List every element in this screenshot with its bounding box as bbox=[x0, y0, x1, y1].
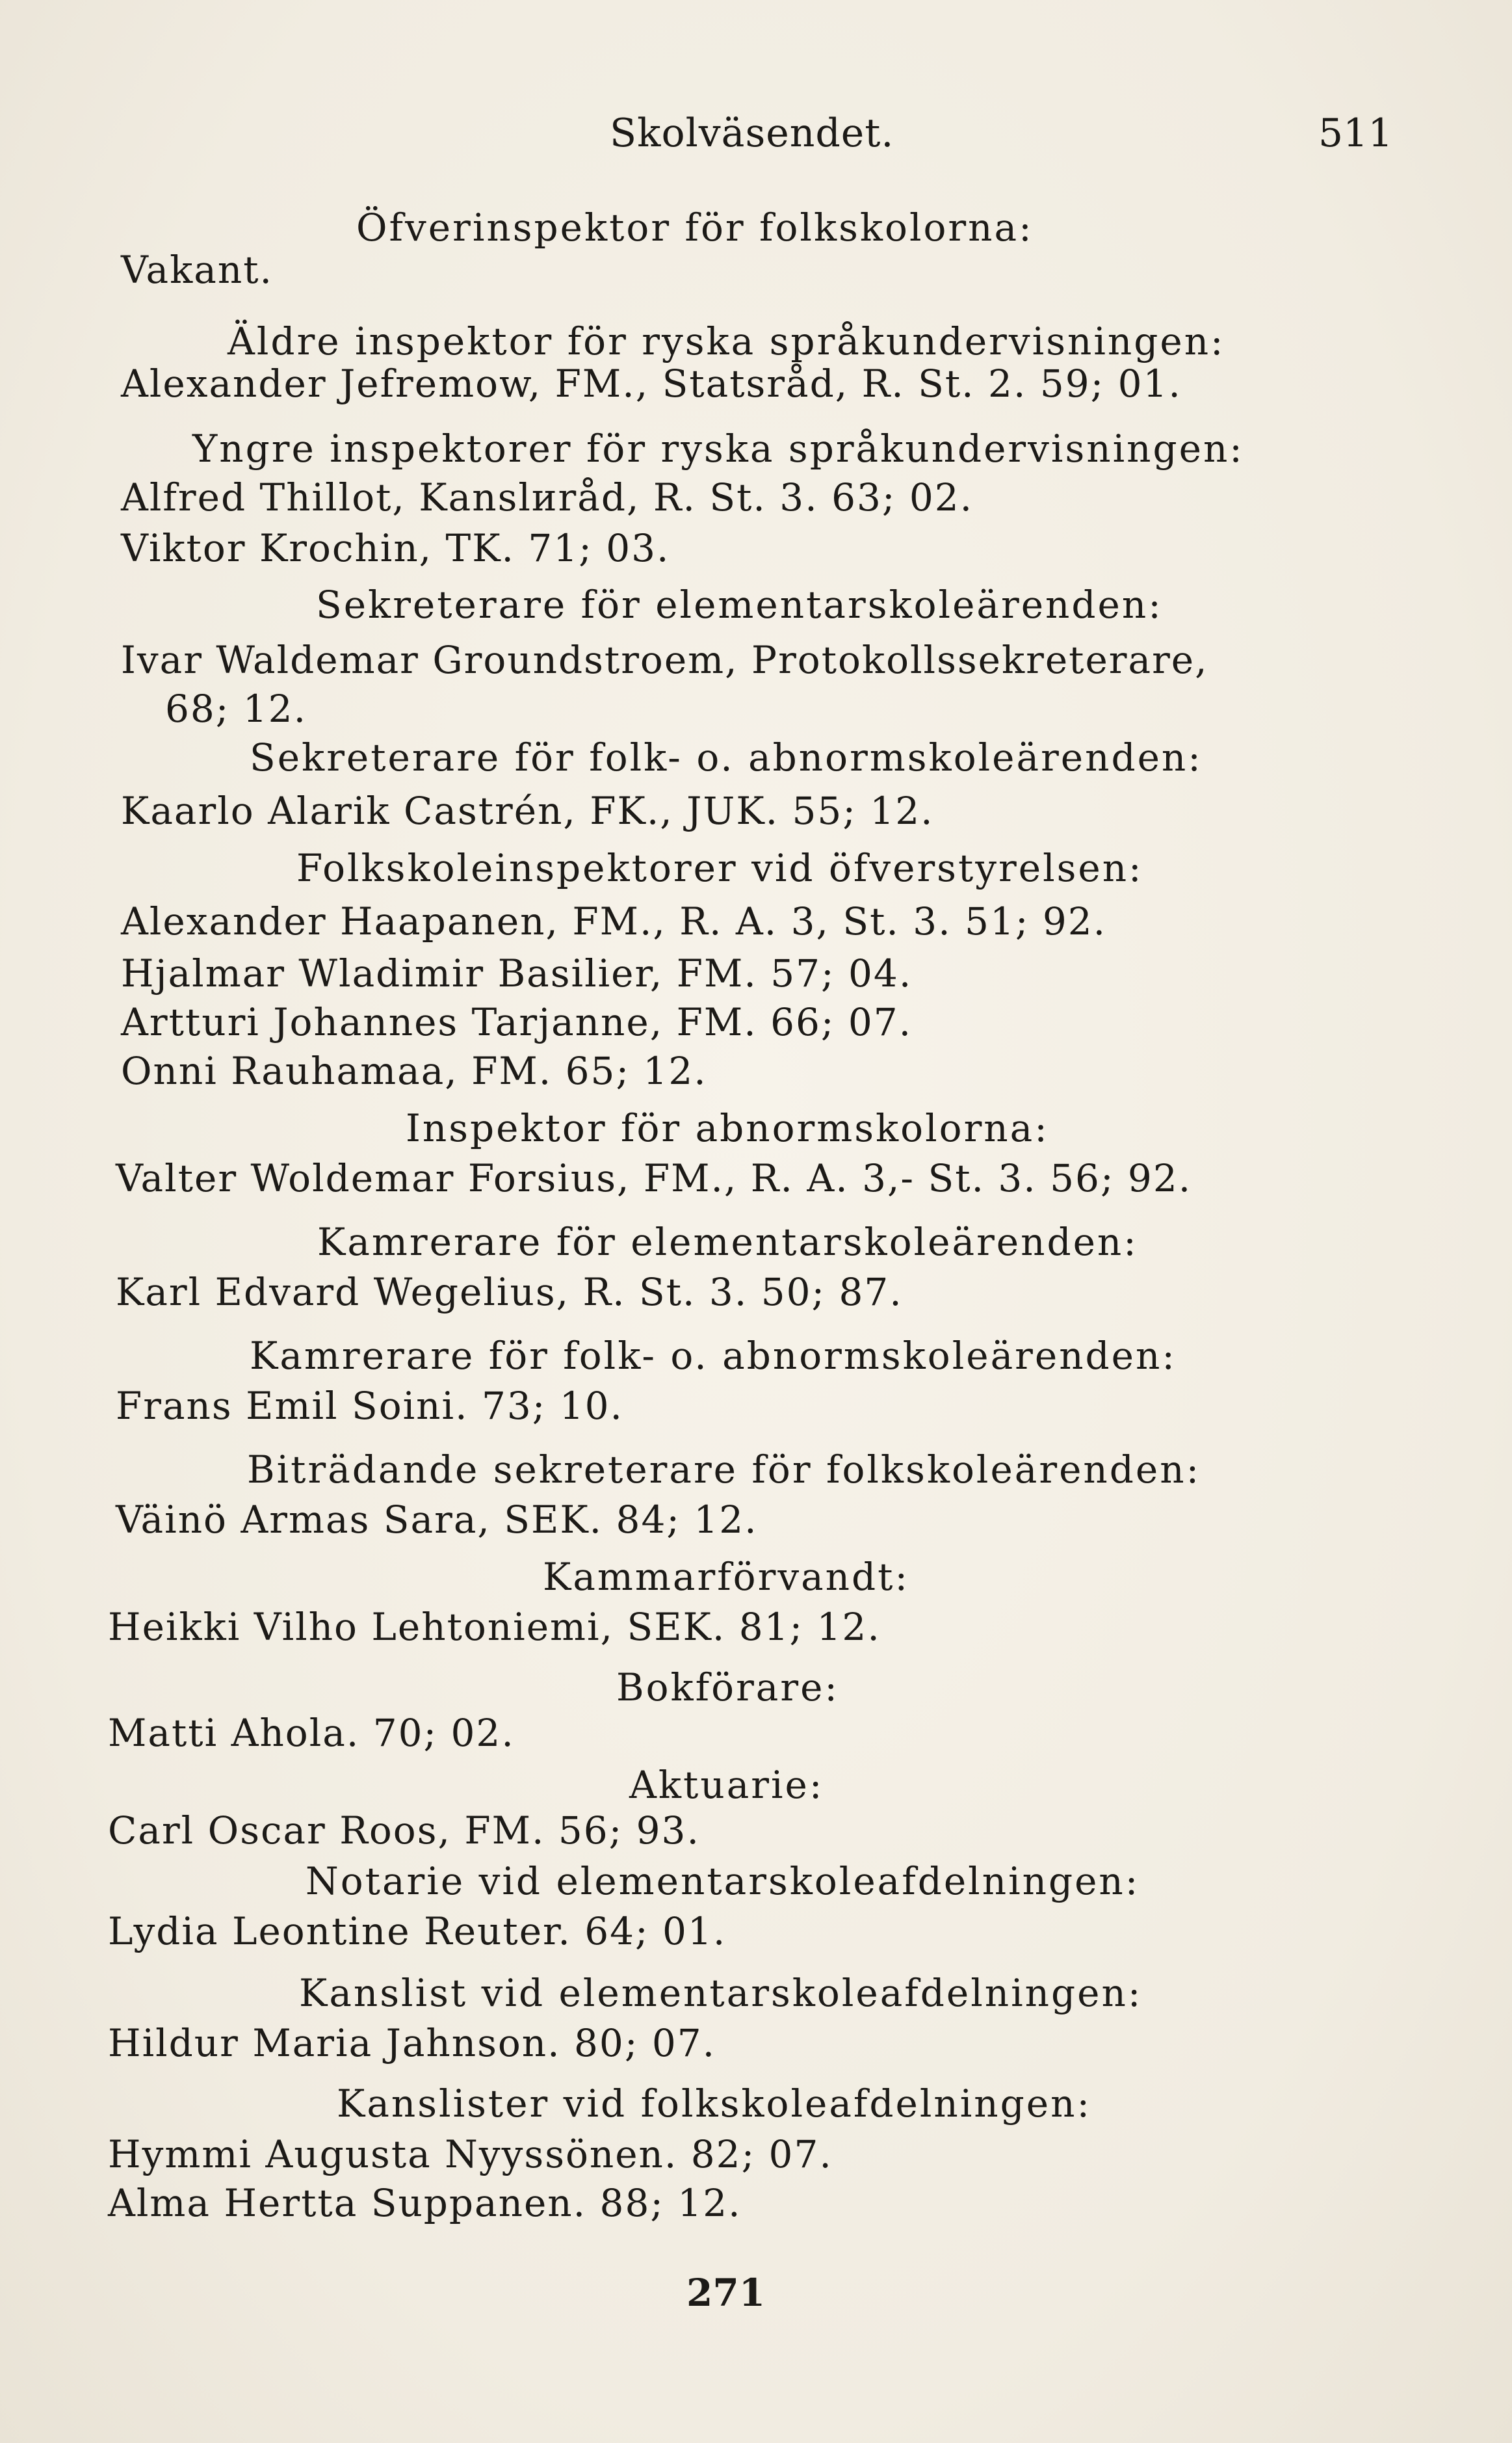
entry-line: Väinö Armas Sara, SEK. 84; 12. bbox=[116, 1498, 758, 1542]
section-heading: Kanslist vid elementarskoleafdelningen: bbox=[299, 1971, 1143, 2015]
section-heading: Yngre inspektorer för ryska språkundervisningen: bbox=[192, 427, 1244, 471]
section-heading: Kamrerare för folk- o. abnormskoleärenden: bbox=[250, 1334, 1177, 1378]
entry-line: Karl Edvard Wegelius, R. St. 3. 50; 87. bbox=[116, 1270, 903, 1314]
entry-line: Artturi Johannes Tarjanne, FM. 66; 07. bbox=[121, 1000, 913, 1044]
entry-line: Kaarlo Alarik Castrén, FK., JUK. 55; 12. bbox=[121, 789, 934, 833]
entry-line: Valter Woldemar Forsius, FM., R. A. 3,- St. 3. 56; 92. bbox=[116, 1156, 1192, 1200]
entry-line: Onni Rauhamaa, FM. 65; 12. bbox=[121, 1049, 707, 1093]
section-heading: Sekreterare för folk- o. abnormskoleärenden: bbox=[250, 735, 1203, 780]
section-heading: Folkskoleinspektorer vid öfverstyrelsen: bbox=[296, 846, 1143, 890]
entry-line: Hjalmar Wladimir Basilier, FM. 57; 04. bbox=[121, 951, 913, 996]
entry-line: Vakant. bbox=[121, 248, 273, 292]
section-heading: Kammarförvandt: bbox=[543, 1555, 909, 1599]
section-heading: Sekreterare för elementarskoleärenden: bbox=[316, 583, 1163, 627]
section-heading: Biträdande sekreterare för folkskoleärenden: bbox=[247, 1447, 1201, 1492]
entry-line: Alma Hertta Suppanen. 88; 12. bbox=[108, 2181, 742, 2225]
page-number: 511 bbox=[1318, 111, 1393, 156]
entry-line: Hymmi Augusta Nyyssönen. 82; 07. bbox=[108, 2132, 833, 2176]
section-heading: Bokförare: bbox=[616, 1665, 839, 1710]
section-heading: Notarie vid elementarskoleafdelningen: bbox=[306, 1859, 1140, 1903]
running-head bbox=[0, 104, 1512, 163]
running-title: Skolväsendet. bbox=[610, 111, 894, 156]
entry-line: Alfred Thillot, Kanslиråd, R. St. 3. 63; 02. bbox=[121, 475, 974, 520]
entry-line: 68; 12. bbox=[165, 687, 307, 731]
section-heading: Aktuarie: bbox=[629, 1763, 824, 1807]
entry-line: Matti Ahola. 70; 02. bbox=[108, 1711, 515, 1755]
entry-line: Alexander Jefremow, FM., Statsråd, R. St. 2. 59; 01. bbox=[121, 362, 1182, 406]
entry-line: Heikki Vilho Lehtoniemi, SEK. 81; 12. bbox=[108, 1605, 881, 1649]
section-heading: Kamrerare för elementarskoleärenden: bbox=[317, 1220, 1138, 1264]
entry-line: Viktor Krochin, TK. 71; 03. bbox=[121, 526, 670, 570]
entry-line: Hildur Maria Jahnson. 80; 07. bbox=[108, 2021, 716, 2065]
section-heading: Öfverinspektor för folkskolorna: bbox=[356, 205, 1034, 250]
entry-line: Ivar Waldemar Groundstroem, Protokollssekreterare, bbox=[121, 638, 1208, 682]
entry-line: Carl Oscar Roos, FM. 56; 93. bbox=[108, 1808, 700, 1853]
section-heading: Kanslister vid folkskoleafdelningen: bbox=[337, 2081, 1092, 2126]
entry-line: Lydia Leontine Reuter. 64; 01. bbox=[108, 1909, 727, 1953]
folio-number: 271 bbox=[686, 2271, 766, 2315]
section-heading: Äldre inspektor för ryska språkundervisningen: bbox=[228, 319, 1225, 363]
entry-line: Frans Emil Soini. 73; 10. bbox=[116, 1384, 623, 1428]
entry-line: Alexander Haapanen, FM., R. A. 3, St. 3. 51; 92. bbox=[121, 899, 1107, 944]
section-heading: Inspektor för abnormskolorna: bbox=[406, 1106, 1049, 1150]
